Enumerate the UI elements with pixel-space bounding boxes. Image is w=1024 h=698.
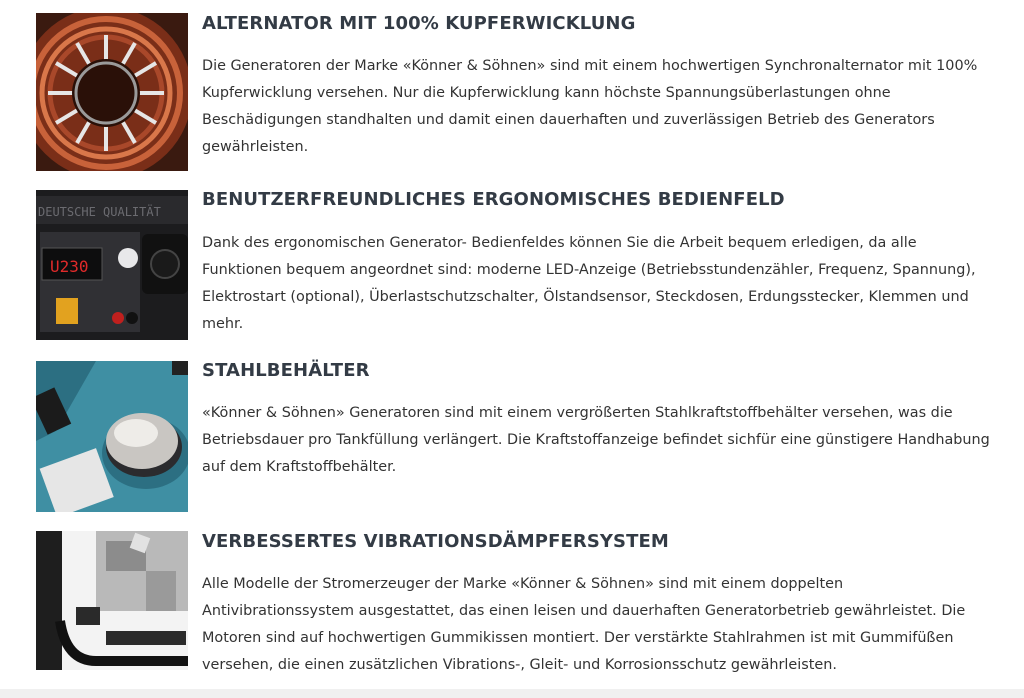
bottom-divider	[0, 689, 1024, 698]
vibration-damper-image	[36, 531, 188, 670]
feature-description: Alle Modelle der Stromerzeuger der Marke «Könner & Söhnen» sind mit einem doppelten Antivibrationssystem ausgestattet, das einen leisen und dauerhaften Generatorbetrieb gewährleistet. Die Motoren sind auf hochwertigen Gummikissen montiert. Der verstärkte Stahlrahmen ist mit Gummifüßen versehen, die einen zusätzlichen Vibrations-, Gleit- und Korrosionsschutz gewährleisten.	[202, 576, 966, 673]
feature-title: BENUTZERFREUNDLICHES ERGONOMISCHES BEDIENFELD	[202, 189, 785, 210]
copper-winding-image	[36, 13, 188, 171]
feature-description: «Könner & Söhnen» Generatoren sind mit einem vergrößerten Stahlkraftstoffbehälter versehen, was die Betriebsdauer pro Tankfüllung verlängert. Die Kraftstoffanzeige befindet sichfür eine günstigere Handhabung auf dem Kraftstoffbehälter.	[202, 405, 990, 475]
feature-title: STAHLBEHÄLTER	[202, 360, 370, 381]
feature-title: VERBESSERTES VIBRATIONSDÄMPFERSYSTEM	[202, 531, 669, 552]
feature-description: Die Generatoren der Marke «Könner & Söhnen» sind mit einem hochwertigen Synchronalternator mit 100% Kupferwicklung versehen. Nur die Kupferwicklung kann höchste Spannungsüberlastungen ohne Beschädigungen standhalten und damit einen dauerhaften und zuverlässigen Betrieb des Generators gewährleisten.	[202, 58, 978, 155]
led-display-value: U230	[50, 257, 89, 276]
feature-title: ALTERNATOR MIT 100% KUPFERWICKLUNG	[202, 13, 636, 34]
panel-brand-text: DEUTSCHE QUALITÄT	[38, 205, 161, 219]
feature-description: Dank des ergonomischen Generator- Bedienfeldes können Sie die Arbeit bequem erledigen, da alle Funktionen bequem angeordnet sind: moderne LED-Anzeige (Betriebsstundenzähler, Frequenz, Spannung), Elektrostart (optional), Überlastschutzschalter, Ölstandsensor, Steckdosen, Erdungsstecker, Klemmen und mehr.	[202, 235, 976, 332]
control-panel-image	[36, 190, 188, 340]
steel-tank-image	[36, 361, 188, 512]
